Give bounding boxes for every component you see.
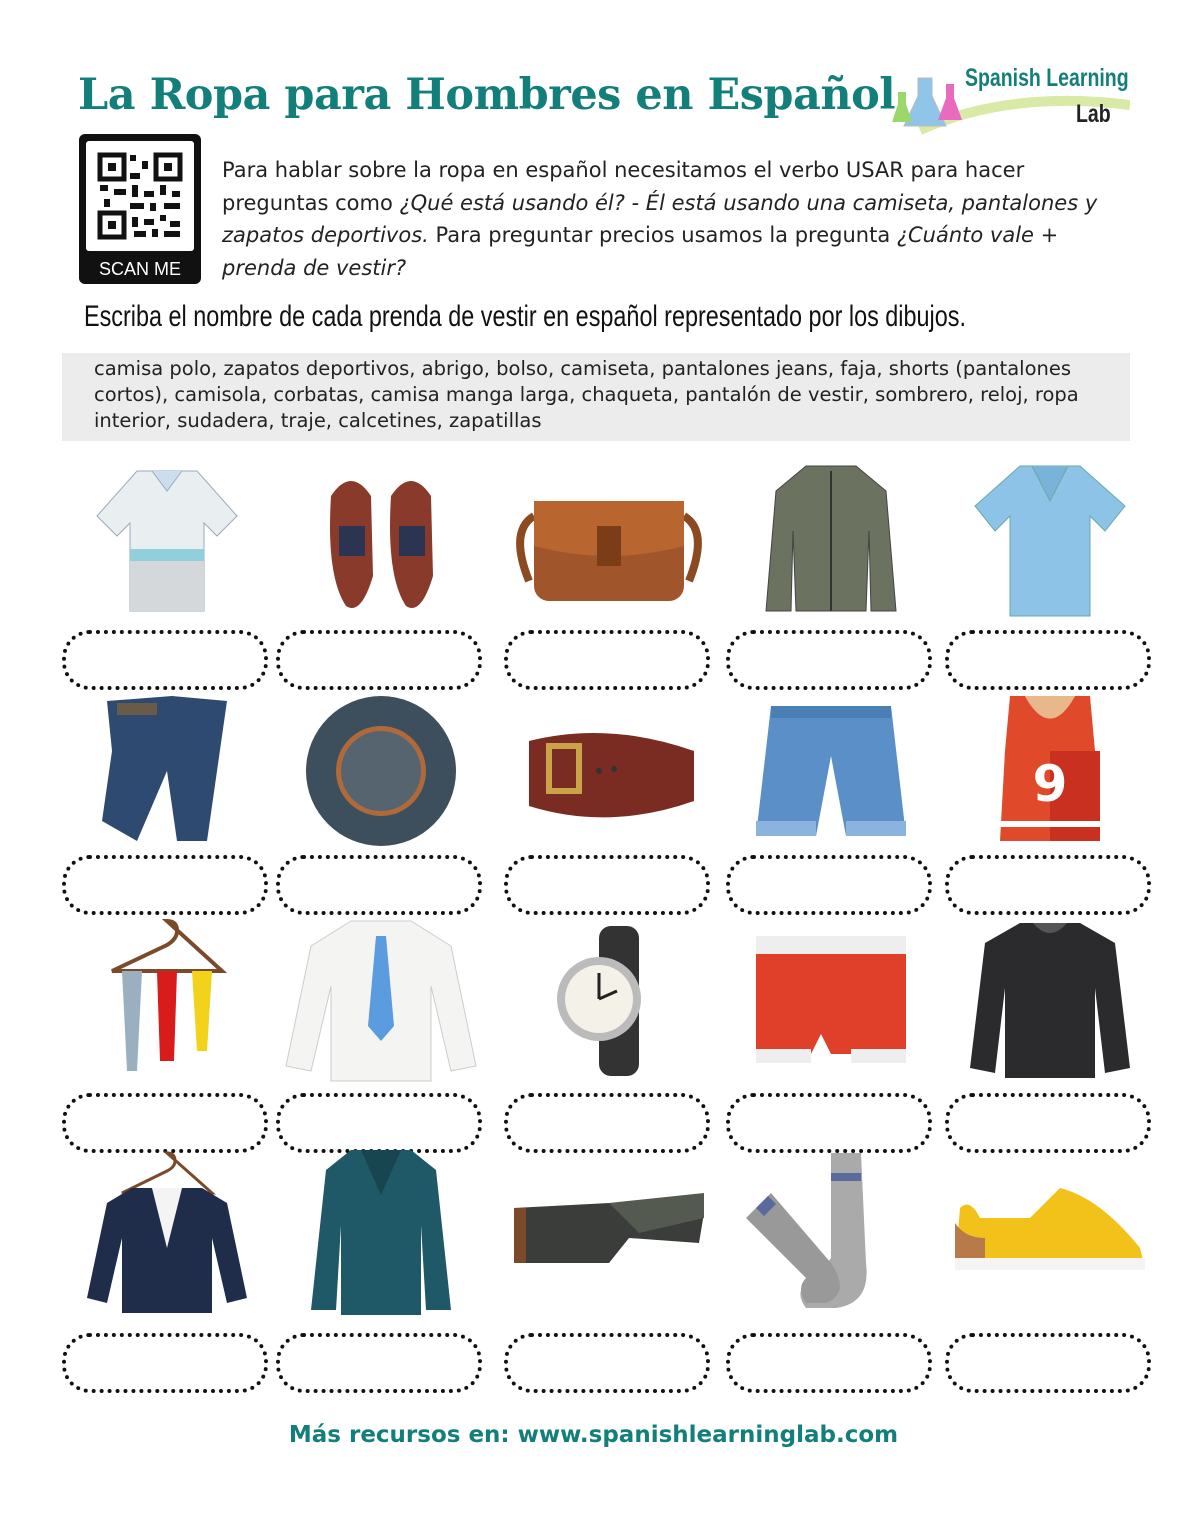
- exercise-instruction: Escriba el nombre de cada prenda de vestir en español representado por los dibujos.: [84, 300, 966, 333]
- answer-box[interactable]: [504, 1333, 710, 1393]
- jeans-icon: [67, 688, 267, 853]
- dress-pants-icon: [509, 1150, 709, 1315]
- answer-box[interactable]: [62, 855, 268, 915]
- qr-pattern-icon: [86, 141, 194, 251]
- answer-box[interactable]: [504, 630, 710, 690]
- hat-icon: [281, 688, 481, 853]
- intro-text: Para hablar sobre la ropa en español necesitamos el verbo USAR para hacer preguntas como: [222, 158, 1025, 215]
- shorts-icon: [731, 688, 931, 853]
- word-bank: [62, 353, 1130, 441]
- ties-icon: [67, 918, 267, 1083]
- logo-text: Spanish Learning: [965, 64, 1129, 92]
- underwear-icon: [731, 918, 931, 1083]
- long-sleeve-shirt-icon: [281, 918, 481, 1083]
- suit-icon: [67, 1150, 267, 1315]
- intro-price-question: ¿Cuánto vale + prenda de vestir?: [222, 223, 1059, 280]
- answer-box[interactable]: [945, 1093, 1151, 1153]
- answer-box[interactable]: [945, 630, 1151, 690]
- answer-box[interactable]: [945, 1333, 1151, 1393]
- answer-box[interactable]: [726, 1093, 932, 1153]
- sneakers-icon: [950, 1150, 1150, 1315]
- spanish-learning-lab-logo: [880, 62, 1129, 137]
- socks-icon: [731, 1150, 931, 1315]
- answer-box[interactable]: [276, 630, 482, 690]
- answer-box[interactable]: [276, 1333, 482, 1393]
- belt-icon: [509, 688, 709, 853]
- coat-icon: [281, 1150, 481, 1315]
- answer-box[interactable]: [945, 855, 1151, 915]
- answer-box[interactable]: [276, 1093, 482, 1153]
- answer-box[interactable]: [504, 855, 710, 915]
- answer-box[interactable]: [62, 630, 268, 690]
- intro-text-2: Para preguntar precios usamos la pregunta: [428, 223, 897, 247]
- answer-box[interactable]: [62, 1333, 268, 1393]
- answer-box[interactable]: [726, 855, 932, 915]
- qr-code[interactable]: [79, 134, 201, 284]
- answer-box[interactable]: [504, 1093, 710, 1153]
- sweater-icon: [950, 918, 1150, 1083]
- scan-me-label: SCAN ME: [98, 259, 181, 279]
- answer-box[interactable]: [726, 630, 932, 690]
- intro-example-question: ¿Qué está usando él? - Él está usando una camiseta, pantalones y zapatos deportivos.: [222, 190, 1098, 247]
- jersey-number: 9: [1032, 754, 1068, 813]
- t-shirt-icon: [950, 458, 1150, 623]
- tank-top-icon: [950, 688, 1150, 853]
- intro-paragraph: [222, 154, 1132, 284]
- word-bank-text: camisa polo, zapatos deportivos, abrigo, bolso, camiseta, pantalones jeans, faja, shorts (pantalones cortos), camisola, corbatas, camisa manga larga, chaqueta, pantalón de vestir, sombrero, reloj, ropa interior, sudadera, traje, calcetines, zapatillas: [94, 357, 1079, 432]
- watch-icon: [509, 918, 709, 1083]
- dress-shoes-icon: [281, 458, 481, 623]
- polo-shirt-icon: [67, 458, 267, 623]
- answer-box[interactable]: [62, 1093, 268, 1153]
- answer-box[interactable]: [726, 1333, 932, 1393]
- logo-text-lab: Lab: [1076, 100, 1111, 128]
- bomber-jacket-icon: [731, 458, 931, 623]
- answer-box[interactable]: [276, 855, 482, 915]
- bag-icon: [509, 458, 709, 623]
- footer-link[interactable]: Más recursos en: www.spanishlearninglab.com: [288, 1422, 899, 1448]
- page-title: La Ropa para Hombres en Español: [78, 70, 896, 120]
